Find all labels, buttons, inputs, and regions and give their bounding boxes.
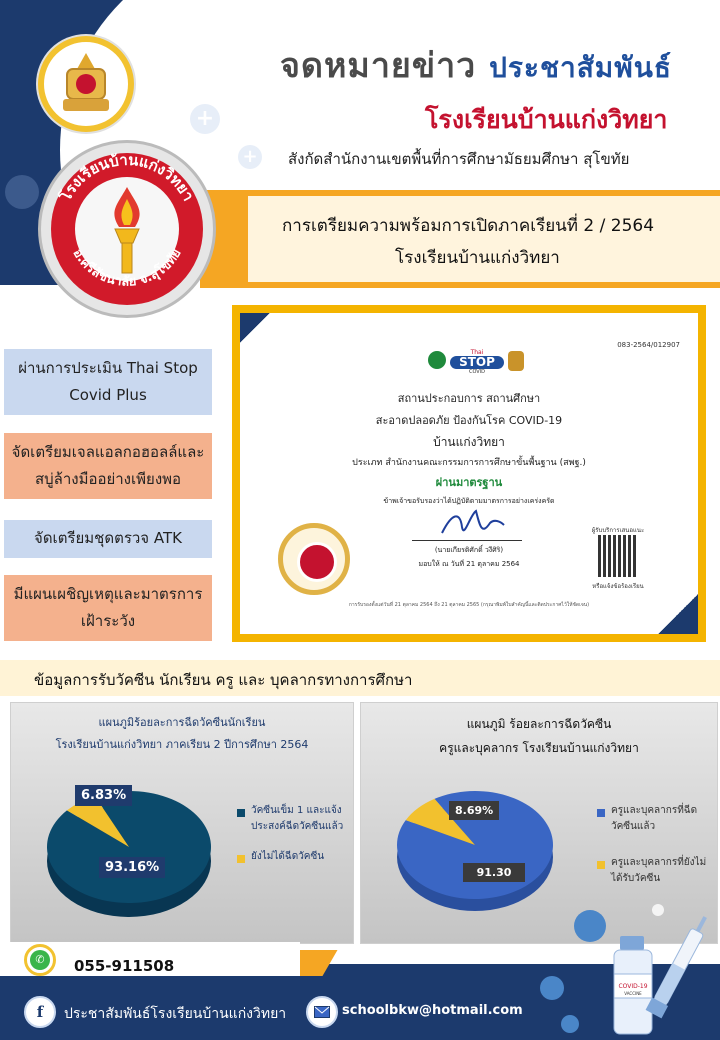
chart1-label-vaccinated: 93.16% xyxy=(99,857,165,878)
qr-code xyxy=(598,535,638,577)
thai-stop-covid-badge: Thai STOP COVID xyxy=(450,349,504,375)
syringe-icon xyxy=(646,913,714,1019)
chart1-legend-vaccinated: วัคซีนเข็ม 1 และแจ้งประสงค์ฉีดวัคซีนแล้ว xyxy=(251,805,344,832)
virus-icon xyxy=(561,1015,579,1033)
whatsapp-icon: ✆ xyxy=(24,944,56,976)
virus-icon xyxy=(574,910,606,942)
chart2-legend-unvaccinated: ครูและบุคลากรที่ยังไม่ได้รับวัคซีน xyxy=(611,857,707,884)
vaccine-heading: ข้อมูลการรับวัคซีน นักเรียน ครู และ บุคลากรทางการศึกษา xyxy=(34,671,413,689)
chart2-title: แผนภูมิ ร้อยละการฉีดวัคซีน xyxy=(466,717,612,731)
virus-icon xyxy=(540,976,564,1000)
checklist-item: จัดเตรียมเจลแอลกอฮอลล์และสบู่ล้างมืออย่างเพียงพอ xyxy=(4,433,212,499)
title-pr: ประชาสัมพันธ์ xyxy=(489,51,672,84)
qr-caption-top: ผู้รับบริการเสนอแนะ xyxy=(591,527,645,534)
legend-swatch xyxy=(237,809,245,817)
cert-type: ประเภท สำนักงานคณะกรรมการการศึกษาขั้นพื้นฐาน (สพฐ.) xyxy=(352,458,586,468)
chart1-label-unvaccinated: 6.83% xyxy=(75,785,132,806)
cert-line2: สะอาดปลอดภัย ป้องกันโรค COVID-19 xyxy=(375,414,563,427)
checklist-item: จัดเตรียมชุดตรวจ ATK xyxy=(4,520,212,558)
cert-line1: สถานประกอบการ สถานศึกษา xyxy=(397,392,541,405)
legend-swatch xyxy=(597,809,605,817)
emblem-icon xyxy=(55,51,117,117)
svg-text:โรงเรียนบ้านแก่งวิทยา xyxy=(55,151,198,205)
logo-ring-text xyxy=(41,143,213,315)
chart2-label-unvaccinated: 8.69% xyxy=(449,801,499,820)
certificate xyxy=(240,313,698,634)
band-heading: การเตรียมความพร้อมการเปิดภาคเรียนที่ 2 / 2564 xyxy=(282,216,655,236)
plus-icon: + xyxy=(238,145,262,169)
affiliation-text: สังกัดสำนักงานเขตพื้นที่การศึกษามัธยมศึกษา สุโขทัย xyxy=(288,150,630,168)
svg-text:อ.ศรีสัชนาลัย จ.สุโขทัย xyxy=(70,247,185,290)
cert-signer: (นายเกียรติศักดิ์ วงีศิริ) xyxy=(434,546,504,554)
student-vaccine-chart xyxy=(10,702,354,944)
title-newsletter: จดหมายข่าว xyxy=(280,46,477,86)
vial-sublabel: VACCINE xyxy=(624,991,642,996)
cert-date: มอบให้ ณ วันที่ 21 ตุลาคม 2564 xyxy=(418,560,520,568)
cert-school: บ้านแก่งวิทยา xyxy=(433,435,505,449)
cert-pledge: ข้าพเจ้าขอรับรองว่าได้ปฏิบัติตามมาตรการอย่างเคร่งครัด xyxy=(383,497,555,505)
legend-swatch xyxy=(237,855,245,863)
phone-number[interactable]: 055-911508 xyxy=(74,957,175,975)
chart2-subtitle: ครูและบุคลากร โรงเรียนบ้านแก่งวิทยา xyxy=(439,741,639,755)
chart1-legend-unvaccinated: ยังไม่ได้ฉีดวัคซีน xyxy=(251,851,325,862)
email-icon xyxy=(306,996,338,1028)
chart2-legend-vaccinated: ครูและบุคลากรที่ฉีดวัคซีนแล้ว xyxy=(611,805,698,832)
chart1-subtitle: โรงเรียนบ้านแก่งวิทยา ภาคเรียน 2 ปีการศึกษา 2564 xyxy=(55,738,309,751)
email-address[interactable]: schoolbkw@hotmail.com xyxy=(342,1003,523,1018)
qr-caption-bottom: หรือแจ้งข้อร้องเรียน xyxy=(592,583,644,590)
vial-label: COVID-19 xyxy=(618,983,648,990)
signature-icon xyxy=(438,505,508,541)
facebook-icon: f xyxy=(24,996,56,1028)
award-seal xyxy=(278,523,350,595)
chart2-label-vaccinated: 91.30 xyxy=(463,863,525,882)
chart1-title: แผนภูมิร้อยละการฉีดวัคซีนนักเรียน xyxy=(98,716,266,729)
vial-cap xyxy=(620,936,644,950)
legend-swatch xyxy=(597,861,605,869)
facebook-page[interactable]: ประชาสัมพันธ์โรงเรียนบ้านแก่งวิทยา xyxy=(64,1006,287,1022)
cert-status: ผ่านมาตรฐาน xyxy=(435,476,503,489)
checklist-item: ผ่านการประเมิน Thai Stop Covid Plus xyxy=(4,349,212,415)
ministry-emblem-logo xyxy=(38,36,134,132)
logo-ring-bottom: อ.ศรีสัชนาลัย จ.สุโขทัย xyxy=(69,246,185,290)
decor-bubble xyxy=(5,175,39,209)
page-title xyxy=(280,38,672,92)
school-name: โรงเรียนบ้านแก่งวิทยา xyxy=(425,105,668,134)
checklist-item: มีแผนเผชิญเหตุและมาตรการเฝ้าระวัง xyxy=(4,575,212,641)
moph-icon xyxy=(428,351,446,369)
cert-validity: การรับรองตั้งแต่วันที่ 21 ตุลาคม 2564 ถึง 21 ตุลาคม 2565 (กรุณาพิมพ์ใบสำคัญนี้และติดประกาศไว้ให้ชัดเจน) xyxy=(348,602,590,608)
band-school: โรงเรียนบ้านแก่งวิทยา xyxy=(395,248,560,268)
plus-icon: + xyxy=(190,104,220,134)
logo-ring-top: โรงเรียนบ้านแก่งวิทยา xyxy=(56,150,198,205)
crest-icon xyxy=(508,351,524,371)
cert-number: 083-2564/012907 xyxy=(617,341,680,349)
school-logo xyxy=(38,140,216,318)
vaccine-illustration xyxy=(528,896,716,1036)
